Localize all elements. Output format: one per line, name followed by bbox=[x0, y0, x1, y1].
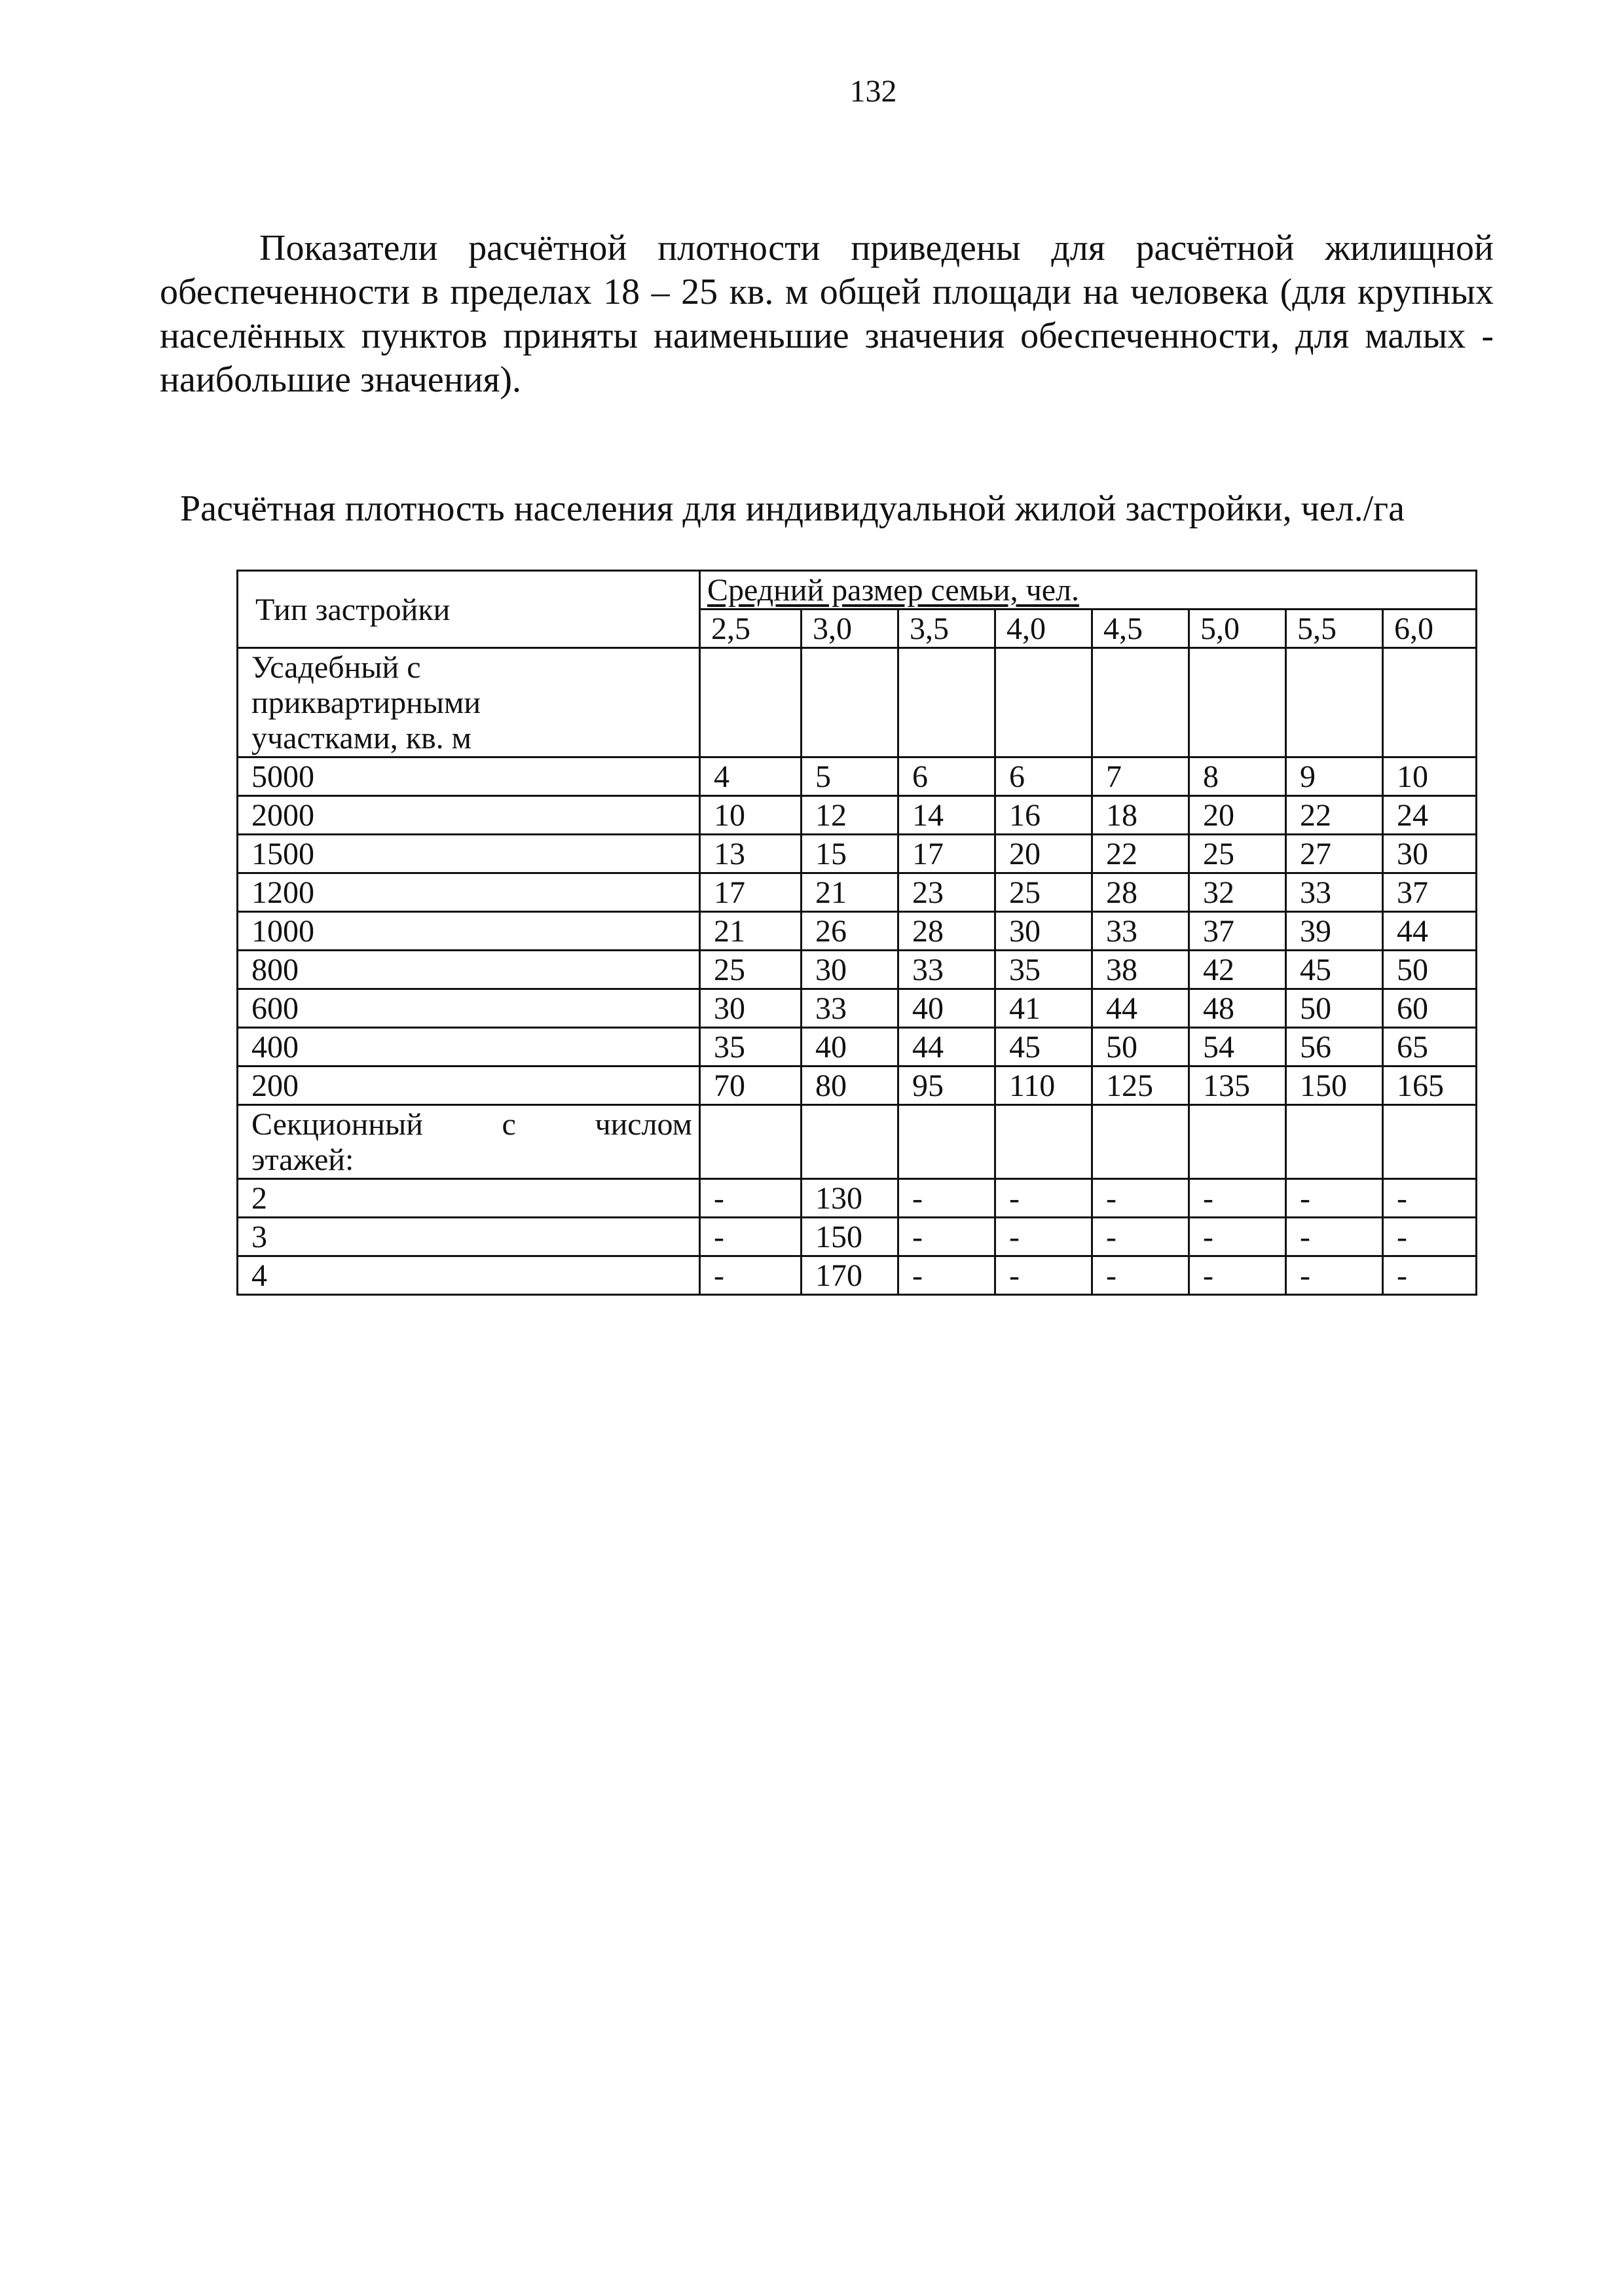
section-label-homestead bbox=[238, 648, 700, 757]
empty-cell bbox=[1189, 1105, 1286, 1179]
row-label: 1500 bbox=[238, 835, 700, 873]
section-label-line: приквартирными bbox=[251, 685, 481, 720]
table-row bbox=[238, 873, 1477, 912]
row-label: 1200 bbox=[238, 873, 700, 912]
density-value-cell: 26 bbox=[802, 912, 898, 951]
density-value-cell: 40 bbox=[802, 1028, 898, 1066]
empty-cell bbox=[1383, 1105, 1477, 1179]
density-value-cell: 28 bbox=[1092, 873, 1189, 912]
table-title: Расчётная плотность населения для индивидуальной жилой застройки, чел./га bbox=[180, 488, 1405, 529]
section-row-homestead bbox=[238, 648, 1477, 757]
density-value-cell: 20 bbox=[1189, 796, 1286, 835]
family-size-header: 3,0 bbox=[802, 610, 898, 648]
column-header-type: Тип застройки bbox=[238, 571, 700, 648]
table-row bbox=[238, 1218, 1477, 1256]
density-value-cell: 44 bbox=[1383, 912, 1477, 951]
empty-cell bbox=[802, 1105, 898, 1179]
table-row bbox=[238, 1179, 1477, 1218]
empty-cell bbox=[1383, 648, 1477, 757]
family-size-header: 4,5 bbox=[1092, 610, 1189, 648]
density-value-cell: 125 bbox=[1092, 1066, 1189, 1105]
density-value-cell: 35 bbox=[700, 1028, 802, 1066]
density-value-cell: 22 bbox=[1286, 796, 1383, 835]
density-value-cell: 42 bbox=[1189, 951, 1286, 989]
density-value-cell: 25 bbox=[1189, 835, 1286, 873]
header-row-group bbox=[238, 571, 1477, 610]
table-row bbox=[238, 989, 1477, 1028]
density-value-cell: - bbox=[995, 1218, 1092, 1256]
table-row bbox=[238, 757, 1477, 796]
density-value-cell: - bbox=[700, 1218, 802, 1256]
density-value-cell: 32 bbox=[1189, 873, 1286, 912]
density-value-cell: - bbox=[1189, 1256, 1286, 1295]
density-value-cell: 60 bbox=[1383, 989, 1477, 1028]
density-value-cell: - bbox=[1383, 1218, 1477, 1256]
empty-cell bbox=[898, 1105, 995, 1179]
density-value-cell: 10 bbox=[700, 796, 802, 835]
row-label: 4 bbox=[238, 1256, 700, 1295]
table-row bbox=[238, 912, 1477, 951]
density-value-cell: - bbox=[700, 1256, 802, 1295]
density-value-cell: 4 bbox=[700, 757, 802, 796]
density-value-cell: 44 bbox=[898, 1028, 995, 1066]
table-header bbox=[238, 571, 1477, 648]
density-value-cell: - bbox=[995, 1179, 1092, 1218]
density-value-cell: - bbox=[1286, 1218, 1383, 1256]
density-value-cell: 50 bbox=[1286, 989, 1383, 1028]
density-value-cell: 25 bbox=[700, 951, 802, 989]
density-value-cell: 21 bbox=[700, 912, 802, 951]
row-label: 600 bbox=[238, 989, 700, 1028]
density-value-cell: 13 bbox=[700, 835, 802, 873]
sectional-rows bbox=[238, 1179, 1477, 1295]
density-value-cell: - bbox=[700, 1179, 802, 1218]
density-value-cell: - bbox=[1092, 1218, 1189, 1256]
row-label: 1000 bbox=[238, 912, 700, 951]
table-body bbox=[238, 648, 1477, 757]
density-value-cell: - bbox=[1092, 1179, 1189, 1218]
family-size-header: 2,5 bbox=[700, 610, 802, 648]
empty-cell bbox=[1092, 648, 1189, 757]
density-value-cell: 37 bbox=[1189, 912, 1286, 951]
density-value-cell: 28 bbox=[898, 912, 995, 951]
empty-cell bbox=[1092, 1105, 1189, 1179]
density-value-cell: 17 bbox=[898, 835, 995, 873]
density-value-cell: 30 bbox=[700, 989, 802, 1028]
density-value-cell: - bbox=[1189, 1218, 1286, 1256]
density-value-cell: 30 bbox=[802, 951, 898, 989]
empty-cell bbox=[1189, 648, 1286, 757]
density-value-cell: 110 bbox=[995, 1066, 1092, 1105]
empty-cell bbox=[1286, 1105, 1383, 1179]
density-value-cell: 21 bbox=[802, 873, 898, 912]
density-value-cell: 25 bbox=[995, 873, 1092, 912]
density-value-cell: - bbox=[1383, 1256, 1477, 1295]
empty-cell bbox=[700, 648, 802, 757]
row-label: 800 bbox=[238, 951, 700, 989]
family-size-header: 3,5 bbox=[898, 610, 995, 648]
homestead-rows bbox=[238, 757, 1477, 1105]
density-value-cell: 95 bbox=[898, 1066, 995, 1105]
density-value-cell: 45 bbox=[1286, 951, 1383, 989]
density-value-cell: 33 bbox=[898, 951, 995, 989]
density-value-cell: 9 bbox=[1286, 757, 1383, 796]
section-label-line: Усадебный с bbox=[251, 650, 421, 685]
density-value-cell: 23 bbox=[898, 873, 995, 912]
empty-cell bbox=[802, 648, 898, 757]
density-value-cell: 12 bbox=[802, 796, 898, 835]
empty-cell bbox=[700, 1105, 802, 1179]
density-value-cell: 50 bbox=[1383, 951, 1477, 989]
empty-cell bbox=[995, 1105, 1092, 1179]
density-value-cell: 16 bbox=[995, 796, 1092, 835]
density-value-cell: 39 bbox=[1286, 912, 1383, 951]
density-value-cell: 41 bbox=[995, 989, 1092, 1028]
family-size-header: 4,0 bbox=[995, 610, 1092, 648]
density-value-cell: 27 bbox=[1286, 835, 1383, 873]
density-value-cell: 15 bbox=[802, 835, 898, 873]
row-label: 3 bbox=[238, 1218, 700, 1256]
density-value-cell: - bbox=[1286, 1179, 1383, 1218]
density-value-cell: 33 bbox=[1286, 873, 1383, 912]
table-row bbox=[238, 796, 1477, 835]
density-value-cell: 44 bbox=[1092, 989, 1189, 1028]
density-value-cell: 33 bbox=[1092, 912, 1189, 951]
density-value-cell: 7 bbox=[1092, 757, 1189, 796]
family-size-header: 6,0 bbox=[1383, 610, 1477, 648]
column-header-family-size: Средний размер семьи, чел. bbox=[700, 571, 1477, 610]
density-value-cell: 35 bbox=[995, 951, 1092, 989]
density-value-cell: 17 bbox=[700, 873, 802, 912]
page-number: 132 bbox=[849, 74, 897, 109]
density-value-cell: 30 bbox=[1383, 835, 1477, 873]
density-value-cell: 50 bbox=[1092, 1028, 1189, 1066]
section-label-line: этажей: bbox=[251, 1142, 354, 1177]
density-value-cell: - bbox=[1383, 1179, 1477, 1218]
density-value-cell: 130 bbox=[802, 1179, 898, 1218]
table-body-sectional bbox=[238, 1105, 1477, 1179]
density-table bbox=[236, 570, 1477, 1296]
section-label-line: участками, кв. м bbox=[251, 721, 472, 756]
table-row bbox=[238, 835, 1477, 873]
density-value-cell: 18 bbox=[1092, 796, 1189, 835]
empty-cell bbox=[1286, 648, 1383, 757]
row-label: 2000 bbox=[238, 796, 700, 835]
density-value-cell: 24 bbox=[1383, 796, 1477, 835]
density-value-cell: - bbox=[995, 1256, 1092, 1295]
density-value-cell: 38 bbox=[1092, 951, 1189, 989]
density-value-cell: 170 bbox=[802, 1256, 898, 1295]
density-value-cell: 48 bbox=[1189, 989, 1286, 1028]
empty-cell bbox=[995, 648, 1092, 757]
row-label: 2 bbox=[238, 1179, 700, 1218]
density-value-cell: 14 bbox=[898, 796, 995, 835]
density-value-cell: 6 bbox=[995, 757, 1092, 796]
density-value-cell: - bbox=[898, 1256, 995, 1295]
section-row-sectional bbox=[238, 1105, 1477, 1179]
family-size-header: 5,5 bbox=[1286, 610, 1383, 648]
table-row bbox=[238, 951, 1477, 989]
density-value-cell: 70 bbox=[700, 1066, 802, 1105]
density-value-cell: - bbox=[898, 1218, 995, 1256]
density-value-cell: - bbox=[1092, 1256, 1189, 1295]
density-value-cell: 33 bbox=[802, 989, 898, 1028]
density-value-cell: - bbox=[898, 1179, 995, 1218]
row-label: 400 bbox=[238, 1028, 700, 1066]
density-value-cell: 8 bbox=[1189, 757, 1286, 796]
table-row bbox=[238, 1066, 1477, 1105]
density-value-cell: 45 bbox=[995, 1028, 1092, 1066]
empty-cell bbox=[898, 648, 995, 757]
section-label-line: Секционный с числом bbox=[251, 1107, 692, 1142]
density-value-cell: 80 bbox=[802, 1066, 898, 1105]
density-value-cell: 165 bbox=[1383, 1066, 1477, 1105]
density-value-cell: 40 bbox=[898, 989, 995, 1028]
section-label-sectional bbox=[238, 1105, 700, 1179]
density-value-cell: 20 bbox=[995, 835, 1092, 873]
density-value-cell: 30 bbox=[995, 912, 1092, 951]
density-value-cell: - bbox=[1286, 1256, 1383, 1295]
density-value-cell: 6 bbox=[898, 757, 995, 796]
table-row bbox=[238, 1028, 1477, 1066]
density-value-cell: - bbox=[1189, 1179, 1286, 1218]
density-value-cell: 22 bbox=[1092, 835, 1189, 873]
density-value-cell: 5 bbox=[802, 757, 898, 796]
density-value-cell: 150 bbox=[1286, 1066, 1383, 1105]
density-value-cell: 150 bbox=[802, 1218, 898, 1256]
density-value-cell: 56 bbox=[1286, 1028, 1383, 1066]
family-size-header: 5,0 bbox=[1189, 610, 1286, 648]
density-value-cell: 10 bbox=[1383, 757, 1477, 796]
table-row bbox=[238, 1256, 1477, 1295]
intro-paragraph: Показатели расчётной плотности приведены для расчётной жилищной обеспеченности в пределах 18 – 25 кв. м общей площади на человека (для крупных населённых пунктов приняты наименьшие значения обеспеченности, для малых - наибольшие значения). bbox=[160, 228, 1494, 400]
density-value-cell: 54 bbox=[1189, 1028, 1286, 1066]
density-value-cell: 135 bbox=[1189, 1066, 1286, 1105]
density-value-cell: 37 bbox=[1383, 873, 1477, 912]
row-label: 200 bbox=[238, 1066, 700, 1105]
row-label: 5000 bbox=[238, 757, 700, 796]
density-value-cell: 65 bbox=[1383, 1028, 1477, 1066]
